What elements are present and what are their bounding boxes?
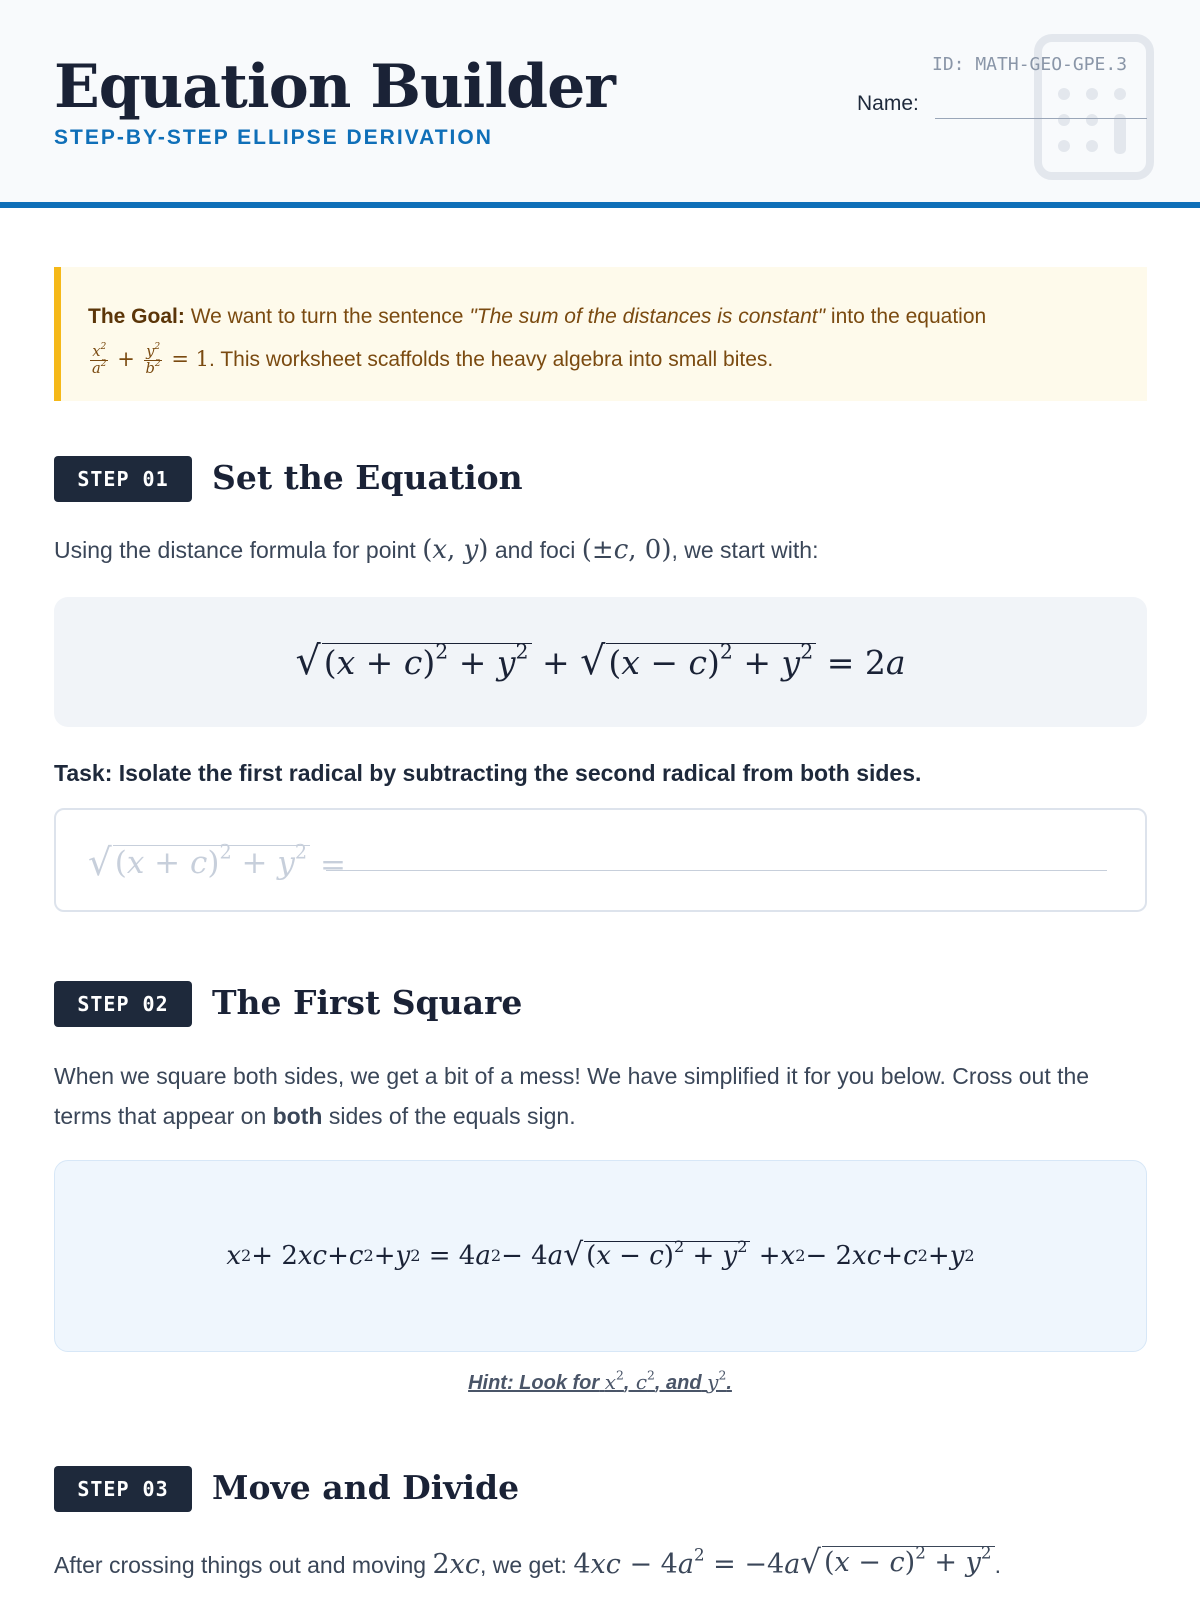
- step-01-title: Set the Equation: [212, 458, 523, 497]
- step-03-intro: After crossing things out and moving 2xc, we get: $4xc - 4a^2 = -4a$ √ $(x - c)^2 + y^2$ .: [54, 1542, 1001, 1581]
- goal-text: We want to turn the sentence: [190, 305, 464, 328]
- step-01-answer-field[interactable]: [54, 808, 1147, 912]
- name-label: Name:: [857, 92, 919, 115]
- goal-text-2: into the equation: [830, 305, 987, 328]
- goal-callout: The Goal: We want to turn the sentence "The sum of the distances is constant" into the equation $\frac{x^2}{a^2}$ + $\frac{y^2}{b^2}$ = 1. This worksheet scaffolds the heavy algebra into small bites.: [54, 267, 1147, 401]
- step-01-intro: Using the distance formula for point (x, y) and foci (±c, 0), we start with:: [54, 535, 819, 565]
- step-03-title: Move and Divide: [212, 1468, 520, 1507]
- step-02-hint: Hint: Look for $x^2$, $c^2$, and $y^2$.: [468, 1367, 732, 1394]
- goal-label: The Goal:: [88, 305, 185, 328]
- page-subtitle: STEP-BY-STEP ELLIPSE DERIVATION: [54, 126, 493, 149]
- header: [0, 0, 1200, 208]
- step-01-badge: STEP 01: [54, 456, 192, 502]
- step-02-title: The First Square: [212, 983, 523, 1022]
- name-field[interactable]: [935, 118, 1147, 119]
- worksheet-id: ID: MATH-GEO-GPE.3: [932, 54, 1128, 75]
- step-02-intro: When we square both sides, we get a bit of a mess! We have simplified it for you below. Cross out the terms that appear on both sides of the equals sign.: [54, 1063, 1090, 1129]
- step-01-task: Task: Isolate the first radical by subtracting the second radical from both sides.: [54, 760, 922, 786]
- squared-equation: x 2 + 2 xc + c 2 + y 2 = 4 a 2 − 4 a √ $(x - c)^2 + y^2$ + x 2 − 2 xc + c 2 + y 2: [54, 1160, 1147, 1352]
- goal-text-3: This worksheet scaffolds the heavy algebra into small bites.: [220, 348, 774, 371]
- goal-quote: "The sum of the distances is constant": [469, 305, 826, 328]
- page-title: Equation Builder: [54, 52, 615, 122]
- step-02-badge: STEP 02: [54, 981, 192, 1027]
- answer-line: [326, 870, 1107, 871]
- distance-equation: √ $(x + c)^2 + y^2$ + √ $(x - c)^2 + y^2$ = 2 a: [54, 597, 1147, 727]
- ellipse-equation: $\frac{x^2}{a^2}$ + $\frac{y^2}{b^2}$ = 1: [92, 342, 210, 377]
- answer-prompt: √ $(x + c)^2 + y^2$ =: [88, 840, 346, 884]
- step-03-badge: STEP 03: [54, 1466, 192, 1512]
